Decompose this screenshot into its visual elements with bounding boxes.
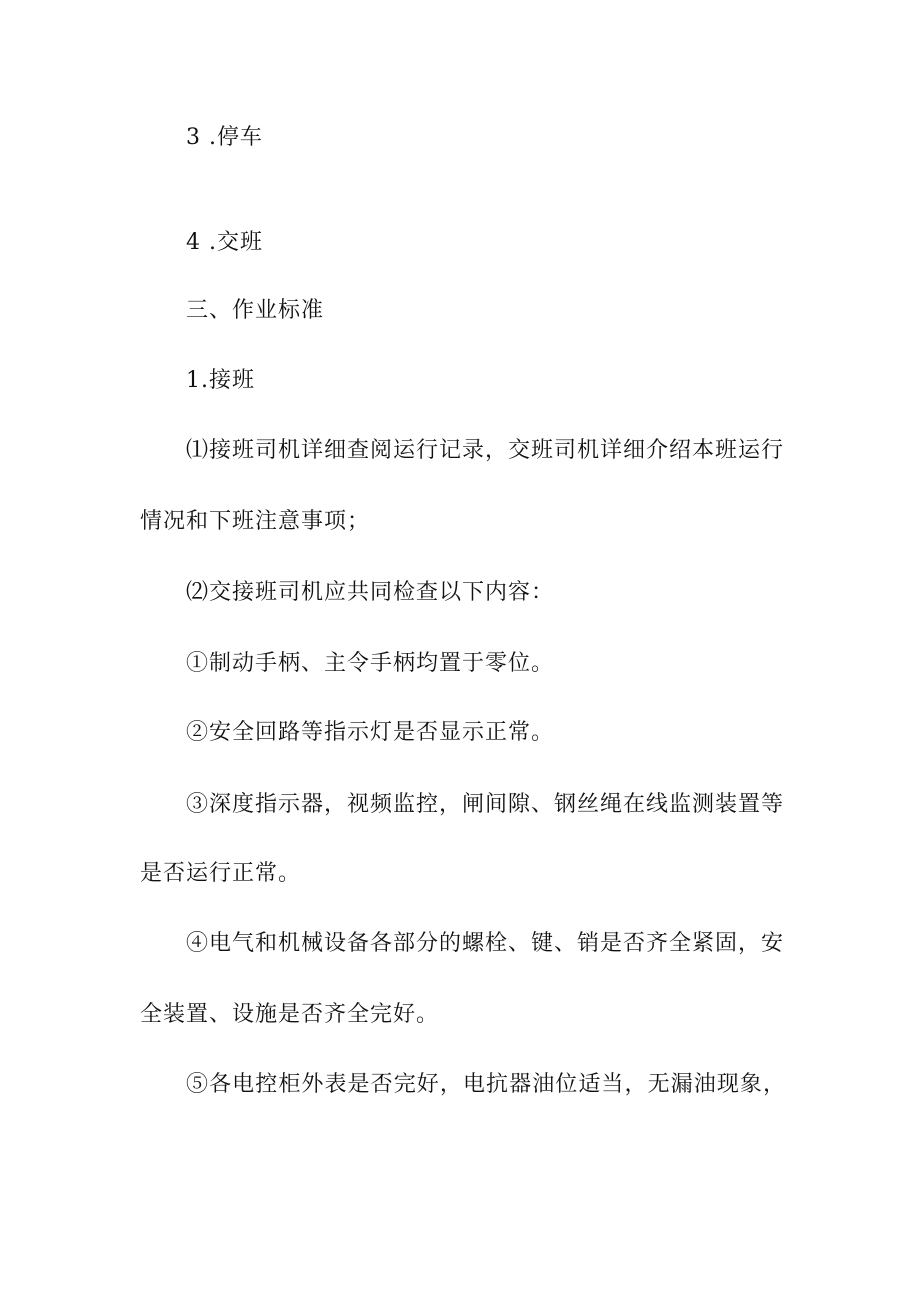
check-item-2: ②安全回路等指示灯是否显示正常。 <box>186 720 555 745</box>
check-item-4-line-2: 全装置、设施是否齐全完好。 <box>140 1002 440 1027</box>
check-item-1: ①制动手柄、主令手柄均置于零位。 <box>186 651 555 676</box>
section-heading-work-standard: 三、作业标准 <box>186 298 325 323</box>
check-item-4-line-1: ④电气和机械设备各部分的螺栓、键、销是否齐全紧固，安 <box>186 931 785 956</box>
item-3-stop: 3 .停车 <box>186 125 263 150</box>
check-item-5-line-1: ⑤各电控柜外表是否完好，电抗器油位适当，无漏油现象， <box>186 1072 786 1097</box>
item-4-handover: 4 .交班 <box>186 230 263 255</box>
subheading-take-over-shift: 1.接班 <box>186 368 255 393</box>
paragraph-1-line-2: 情况和下班注意事项； <box>140 509 371 534</box>
paragraph-2: ⑵交接班司机应共同检查以下内容： <box>186 580 555 605</box>
paragraph-1-line-1: ⑴接班司机详细查阅运行记录，交班司机详细介绍本班运行 <box>186 438 785 463</box>
check-item-3-line-1: ③深度指示器，视频监控，闸间隙、钢丝绳在线监测装置等 <box>186 792 785 817</box>
check-item-3-line-2: 是否运行正常。 <box>140 861 302 886</box>
